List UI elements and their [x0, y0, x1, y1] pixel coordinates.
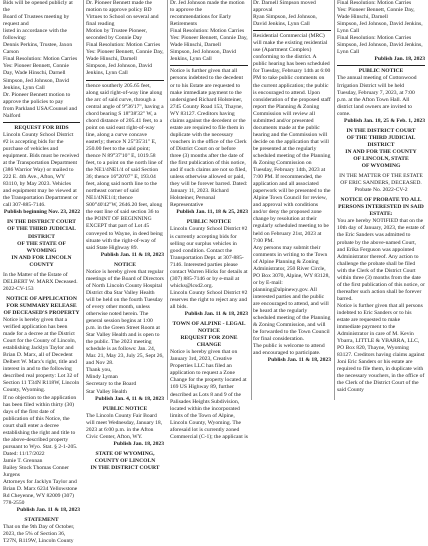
column-rule	[334, 0, 335, 400]
notice-body: Residential Commercial (MRC) will make the existing residential use (Apartment Complex) conforming to the district. A public hearing has been scheduled for Tuesday, February 14th at 6:00 PM to take public comments on the current application; the public is encouraged to attend. Upon consideration of the proposed staff report the Planning & Zoning Commission will review all submitted and/or presented documents made at the public hearing and the Commission will decide on the application that will be presented at the regularly scheduled meeting of the Planning & Zoning Commission on Tuesday, February 14th, 2023 at 7:00 PM. If recommended, the application and all associated paperwork will be presented to the Alpine Town Council for review, and approval with conditions and/or deny the proposed zone change by resolution at their regularly scheduled meeting to be held on February 21st, 2023 at 7:00 PM.	[253, 33, 331, 244]
notice-body: Lincoln County School District #2 is currently accepting bids for selling our surplus vehicles in good condition. Contact the Transportation Dept. at 307-885-7146. Interested parties please contact Warren Hicks for details at (307) 885-7146 or by e-mail at whicks@lcsd2.org.	[170, 226, 248, 289]
notice-body: Notice is further given that all persons indebted to Eric Sanders or to his estate are requested to make immediate payment to the Administrator in care of M. Kevin Ybarra, LITTLE & YBARRA, LLC, PO Box 820, Thayne, Wyoming 83127. Creditors having claims against Joni Eric Sanders or his estate are required to file them, in duplicate with the necessary vouchers, in the office of the Clerk of the District Court of the said County	[337, 302, 425, 394]
continued-line: Yes: Pioneer Bennett, Connie Day, Wade Hinschi, Darnell	[3, 63, 69, 77]
notice-body: The Lincoln County Fair Board will meet Wednesday, January 18, 2023 at 6:00 p.m. in the Afton Civic Center, Afton, WY.	[86, 412, 163, 440]
matter-text: In the Matter of the Estate of DELBERT W. MARX Deceased. 2022-CV-153	[3, 271, 78, 292]
signature-line: Jamie T. Grennan	[3, 457, 43, 464]
court-heading: OF WYOMING	[361, 163, 401, 170]
continued-line: from Parkland USA/Counsel and Nalford	[3, 105, 78, 119]
column-5	[337, 0, 425, 400]
notice-body: Notice is hereby given that on January 3rd, 2023, Creative Properties LLC has filed an application to request a Zone Change for the property located at 169 US Highway 89, further described as Lots 8 and 9 of the Palisades Heights Subdivision, located within the incorporated limits of the Town of Alpine, Lincoln County, Wyoming. The aforesaid lot is currently zoned Commercial (C-1); the applicant is	[170, 349, 248, 440]
notice-body: The public is welcome to attend and encouraged to participate.	[253, 343, 325, 357]
notice-heading: NOTICE	[197, 328, 221, 335]
notice-heading: STATEMENT	[24, 517, 59, 524]
signature-line: Mindy Lyman	[86, 374, 118, 381]
court-heading: IN THE DISTRICT COURT	[346, 127, 416, 134]
column-rule	[167, 0, 168, 400]
dated-line: Dated: 11/17/2022	[3, 450, 45, 457]
continued-line: Ryan Simpson, Jed Johnson, David Jenkins, Lynn Call	[253, 14, 317, 28]
court-heading: COUNTY	[29, 261, 54, 268]
notice-body: If no objection to the application has been filed within thirty (30) days of the first date of publication of this Notice, the court shall enter a decree establishing the right and title to the above-described property pursuant to Wyo. Stat. § 2-1-205.	[3, 394, 78, 450]
notice-body: You are hereby NOTIFIED that on the 10th day of January, 2023, the estate of the Eric Sanders was admitted to probate by the above-named Court, and Erika Ferguson was appointed Administrator thereof. Any action to challenge the probate shall be filed with the Clerk of the District Court within three (3) months from the date of the first publication of this notice, or thereafter such action shall be forever barred.	[337, 218, 425, 302]
column-1	[3, 0, 80, 545]
continued-line: Final Resolution: Motion Carries	[337, 0, 412, 6]
section-divider	[86, 80, 164, 81]
attorney-block: Attorneys for Jacklyn Taylor and Brian D. Marx 6234 Yellowstone Rd Cheyenne, WY 82009 (307) 778-2550	[3, 479, 78, 507]
publish-line: Publish Jan. 11 & 18, 2023	[100, 251, 164, 258]
notice-heading: PUBLIC NOTICE	[102, 405, 148, 412]
notice-body: Lincoln County School District #2 is accepting bids for the purchase of vehicles and equipment. Bids must be received at the Transportation Department (386 Warrior Way) or mailed to 222 E. 4th Ave., Afton, WY 83110, by May 2023. Vehicles and equipment may be viewed at the Transportation Department or call 307-885-7146.	[3, 131, 79, 209]
continued-line: Final Resolution: Motion Carries	[337, 35, 412, 42]
court-heading: IN AND FOR THE COUNTY	[345, 148, 417, 155]
notice-body: That on the 9th Day of October, 2023, the 5% of Section 36, T27N, R119W, Lincoln County	[3, 524, 75, 545]
continued-line: Dr. Jed Johnson made the motion to approve the	[170, 0, 245, 14]
probate-number: Probate No. 2022-CV-2	[354, 187, 408, 194]
notice-heading: REQUEST FOR ZONE	[180, 335, 238, 342]
section-divider	[3, 122, 80, 123]
continued-line: Simpson, Jed Johnson, David Jenkins, Lynn Call	[3, 77, 70, 91]
continued-line: Dr. Darnell Simpson moved approval	[253, 0, 316, 14]
notice-heading: PUBLIC NOTICE	[186, 219, 232, 226]
continued-line: Final Resolution: Motion Carries	[3, 56, 78, 63]
publish-line: Publish Jan. 11 & 18, 2023	[267, 357, 331, 364]
column-4	[253, 0, 331, 400]
continued-line: Motion by Trustee Pioneer, seconded by Connie Day	[86, 28, 147, 42]
notice-heading: NOTICE	[113, 261, 137, 268]
court-heading: OF THE STATE OF WYOMING	[17, 240, 66, 254]
notice-body: Notice is hereby given that a verified application has been made for a decree at the District Court for the County of Lincoln, establishing Jacklyn Taylor and Brian D. Marx, all of Decedent Delbert W. Marx's right, title and interest in and to the following described real property: Lot 32 of Section 11 T34N R118W, Lincoln County, Wyoming.	[3, 317, 80, 394]
publish-line: Publish Jan. 18, 2023	[374, 56, 425, 63]
matter-text: IN THE MATTER OF THE ESTATE OF ERIC SANDERS, DECEASED.	[339, 173, 423, 187]
court-heading: COUNTY OF LINCOLN	[94, 457, 156, 464]
publish-line: Publish Jan. 4, 11 & 18, 2023	[95, 395, 164, 402]
court-heading: DISTRICT	[367, 141, 395, 148]
notice-body: Notice is hereby given that regular meetings of the Board of Directors of North Lincoln County Hospital District dba Star Valley Health will be held on the fourth Tuesday of every other month, unless otherwise noted herein. The general session begins at 1:00 p.m. in the Green Street Room at Star Valley Health and is open to the public. The 2023 meeting schedule is as follows: Jan. 24, Mar. 21, May 23, July 25, Sept 26, and Nov 28.	[86, 268, 164, 367]
signature-line: Star Valley Health	[86, 388, 127, 395]
publish-line: Publish Jan. 11 & 18, 2023	[16, 507, 80, 514]
continued-line: Yes: Pioneer Bennett, Connie Day, Wade Hinschi, Darnell	[337, 7, 415, 21]
continued-line: Bids will be opened publicly at the	[3, 0, 73, 14]
signature-line: Bailey Stock Thomas Conner Jurgens	[3, 465, 69, 479]
continued-line: Board of Trustees meeting by request and	[3, 14, 70, 28]
notice-heading: NOTICE OF PROBATE TO ALL PERSONS INTERESTED IN SAID ESTATE:	[338, 197, 424, 218]
court-heading: OF THE THIRD JUDICIAL	[346, 134, 416, 141]
signature-line: Secretary to the Board	[86, 381, 137, 388]
closing-line: Thank you,	[86, 367, 112, 374]
continued-line: listed in accordance with the following:	[3, 28, 67, 42]
continued-line: Final Resolution: Motion Carries	[170, 28, 245, 35]
continued-line: Yes: Pioneer Bennett, Connie Day, Wade Hinschi, Darnell	[170, 35, 248, 49]
continued-line: Dr. Pioneer Bennett motion to approve the policies to pay	[3, 91, 71, 105]
notice-body: Any persons may submit their comments in writing to the Town of Alpine Planning & Zoning Administrator, 250 River Circle, PO Box 3070, Alpine, WY 83128, or by E-mail: planning@alpinewy.gov. All interested parties and the public are encouraged to attend, and will be heard at the regularly scheduled meeting of the Planning & Zoning Commission, and will be forwarded to the Town Council for final consideration.	[253, 244, 331, 343]
publish-line: Publish Jan. 11, 18 & 25, 2023	[176, 209, 248, 216]
continued-line: Dr. Pioneer Bennett made the motion to approve policy BD	[86, 0, 153, 14]
continued-line: Final Resolution: Motion Carries	[86, 42, 161, 49]
notice-body: thence southerly 205.65 feet, along said right-of-way line along the arc of said curve, through a central angle of 9°36'17", having a chord bearing S 18°38'32" W, a chord distance of 205.41 feet, to a point on said east right-of-way line, along a curve concave easterly; thence N 25°35'31" E, 250.00 feet to the said point; thence N 89°37'10" E, 1019.58 feet, to a point on the north line of the NE1/4NE1/4 of said Section 36; thence 16°20'07" E, 193.04 feet, along said north line to the northeast corner of said NE1/4NE1/4; thence S00°40'42"W, 2646.20 feet, along the east line of said section 36 to the POINT OF BEGINNING EXCEPT that part of Lot 45 conveyed to Wayne, in deed being situate with the right-of-way of said State Highway 89.	[86, 82, 164, 251]
continued-line: Yes: Pioneer Bennett, Connie Day, Wade Hinschi, Darnell	[86, 49, 164, 63]
notice-heading: CHANGE	[196, 342, 222, 349]
continued-line: Simpson, Jed Johnson, David Jenkins, Lynn Call	[170, 49, 237, 63]
continued-line: Dennis Perkins, Trustee, Jaxon Carson	[3, 42, 73, 56]
notice-body: The annual meeting of Cottonwood Irrigation District will be held Tuesday, February 7, 2023, at 7:00 p.m. at the Afton Town Hall. All district land owners are invited to come.	[337, 75, 417, 117]
continued-line: Simpson, Jed Johnson, David Jenkins, Lynn Call	[86, 63, 153, 77]
section-divider	[253, 30, 331, 31]
publish-line: Publish Jan. 11 & 18, 2023	[184, 311, 248, 318]
column-rule	[251, 0, 252, 400]
section-divider	[170, 65, 248, 66]
notice-body: Lincoln County School District #2 reserves the right to reject any and all bids.	[170, 289, 248, 310]
notice-heading: REQUEST FOR BIDS	[14, 124, 69, 131]
court-heading: STATE OF WYOMING,	[95, 450, 155, 457]
court-heading: OF LINCOLN, STATE	[353, 155, 409, 162]
notice-body: Notice is further given that all persons indebted to the decedent or to his Estate are requested to make immediate payment to the undersigned Richard Holsteiner, 2745 County Road 153, Thayne, WY 83127. Creditors having claims against the decedent or the estate are required to file them in duplicate with the necessary vouchers in the office of the Clerk of District Court on or before three (3) months after the date of the first publication of this notice, and if such claims are not so filed, unless otherwise allowed or paid, they will be forever barred. Dated: January 11, 2023. Richard Holsteiner, Personal Representative	[170, 68, 248, 209]
continued-line: Simpson, Jed Johnson, David Jenkins, Lynn Call	[337, 21, 423, 35]
court-heading: IN AND FOR LINCOLN	[11, 254, 72, 261]
column-rule	[83, 0, 84, 400]
continued-line: Simpson, Jed Johnson, David Jenkins, Lynn Call	[337, 42, 423, 56]
court-heading: OF THE THIRD JUDICIAL	[7, 226, 76, 233]
court-heading: IN THE DISTRICT COURT	[90, 465, 160, 471]
section-divider	[337, 65, 425, 66]
continued-line: recommendations for Early Retirements	[170, 14, 232, 28]
publish-line: Publish Jan. 18, 2023	[113, 440, 164, 447]
column-3	[170, 0, 248, 440]
court-heading: DISTRICT	[27, 233, 56, 240]
publish-line: Publish Jan. 18, 25 & Feb. 1, 2023	[344, 117, 425, 124]
column-2	[86, 0, 164, 471]
notice-heading: PUBLIC NOTICE	[358, 68, 404, 75]
notice-heading: TOWN OF ALPINE - LEGAL	[172, 321, 246, 328]
publish-line: Publish beginning Nov. 23, 2022	[3, 209, 80, 216]
notice-heading: NOTICE OF APPLICATION FOR SUMMARY RELEASE OF DECEASED'S PROPERTY	[3, 295, 80, 316]
court-heading: IN THE DISTRICT COURT	[6, 219, 77, 226]
continued-line: Virtues to School on several and final reading	[86, 14, 159, 28]
